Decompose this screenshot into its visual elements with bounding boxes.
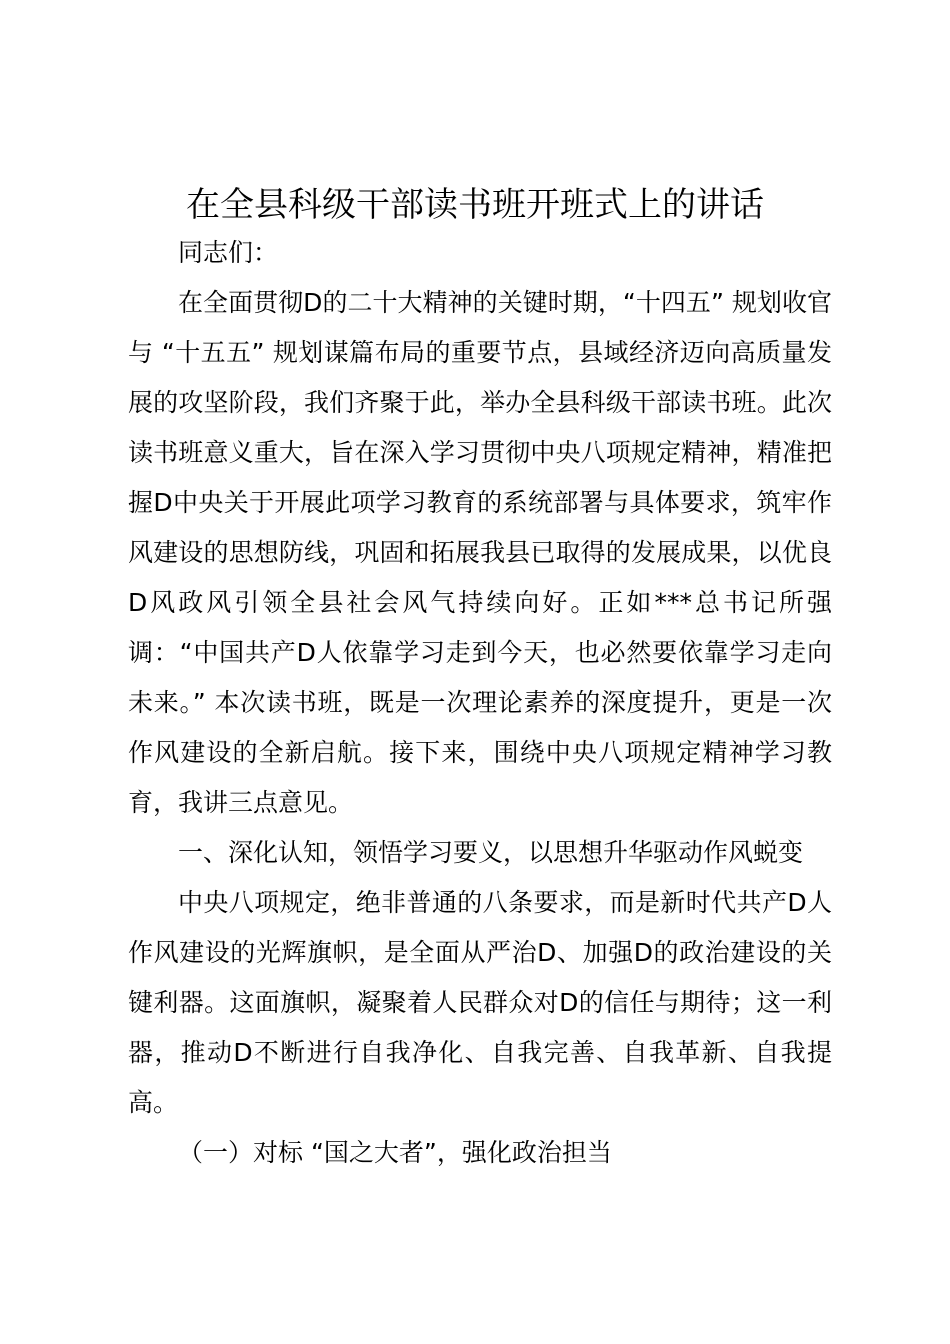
document-title: 在全县科级干部读书班开班式上的讲话 xyxy=(186,185,764,225)
section-1-paragraph: 中央八项规定，绝非普通的八条要求，而是新时代共产D人作风建设的光辉旗帜，是全面从严治D、加强D的政治建设的关键利器。这面旗帜，凝聚着人民群众对D的信任与期待；这一利器，推动D不断进行自我净化、自我完善、自我革新、自我提高。 xyxy=(128,888,832,1117)
section-heading-1: 一、深化认知，领悟学习要义，以思想升华驱动作风蜕变 xyxy=(178,838,804,867)
greeting-line: 同志们： xyxy=(178,238,279,267)
intro-paragraph: 在全面贯彻D的二十大精神的关键时期，“十四五” 规划收官与 “十五五” 规划谋篇布局的重要节点，县域经济迈向高质量发展的攻坚阶段，我们齐聚于此，举办全县科级干部读书班。此次读书班意义重大，旨在深入学习贯彻中央八项规定精神，精准把握D中央关于开展此项学习教育的系统部署与具体要求，筑牢作风建设的思想防线，巩固和拓展我县已取得的发展成果，以优良D风政风引领全县社会风气持续向好。正如***总书记所强调：“中国共产D人依靠学习走到今天，也必然要依靠学习走向未来。” 本次读书班，既是一次理论素养的深度提升，更是一次作风建设的全新启航。接下来，围绕中央八项规定精神学习教育，我讲三点意见。 xyxy=(128,288,832,817)
document-body xyxy=(128,228,832,1178)
subsection-heading-1: （一）对标 “国之大者”，强化政治担当 xyxy=(178,1138,612,1167)
